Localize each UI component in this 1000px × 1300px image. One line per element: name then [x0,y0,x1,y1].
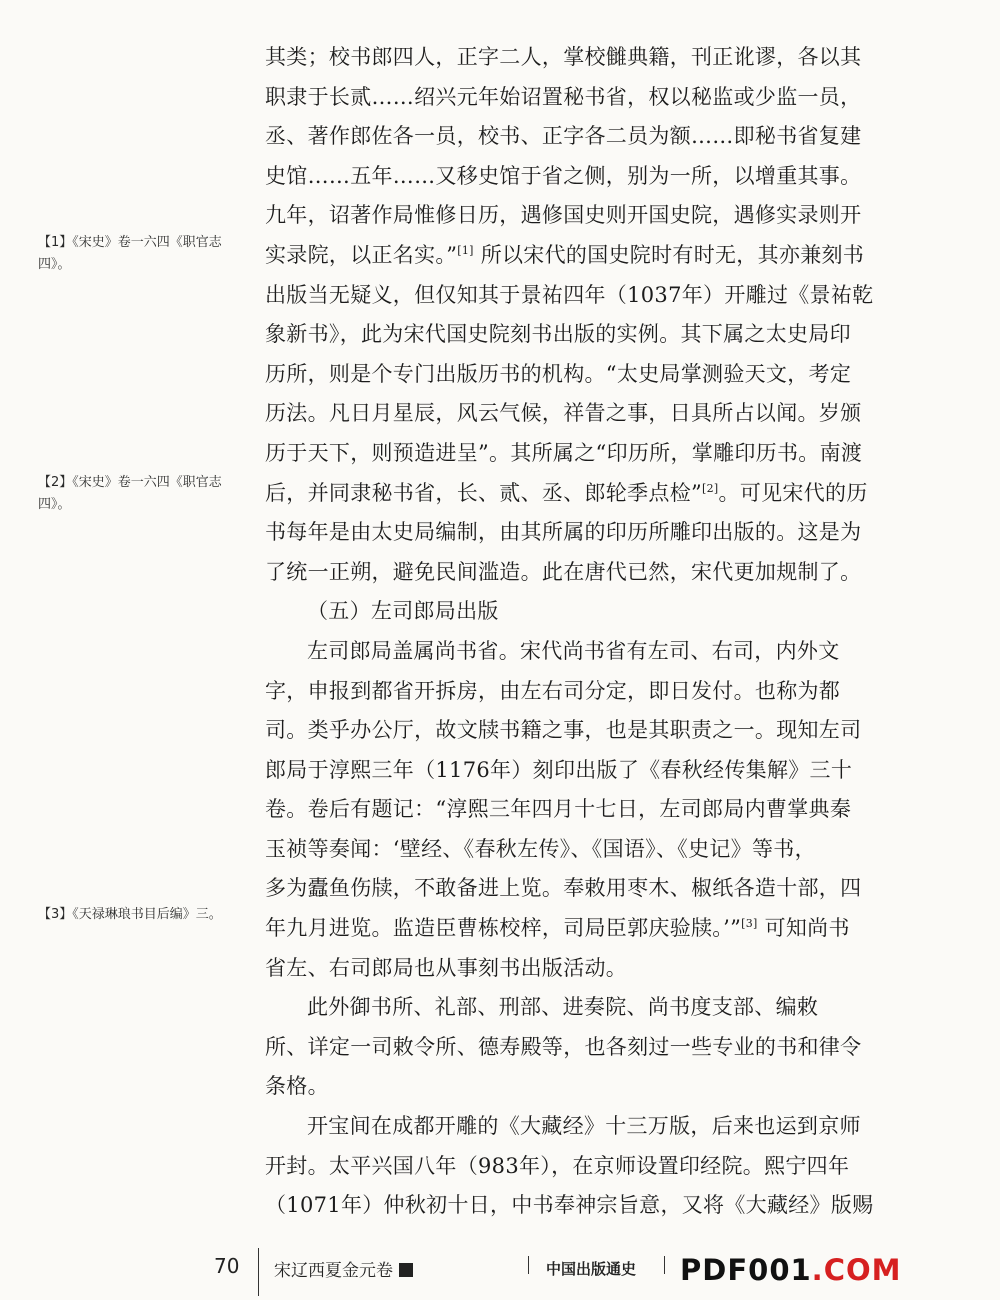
text-line: 左司郎局盖属尚书省。宋代尚书省有左司、右司，内外文 [307,638,840,663]
text-line: 象新书》，此为宋代国史院刻书出版的实例。其下属之太史局印 [265,322,851,347]
text-line: 省左、右司郎局也从事刻书出版活动。 [265,955,628,980]
footer-divider [664,1256,665,1274]
text-line: 丞、著作郎佐各一员，校书、正字各二员为额……即秘书省复建 [265,124,862,149]
text-line [265,474,930,514]
text-line: 书每年是由太史局编制，由其所属的印历所雕印出版的。这是为 [265,520,862,545]
watermark-domain: .COM [811,1253,902,1287]
text-line: 字，申报到都省开拆房，由左右司分定，即日发付。也称为都 [265,678,841,703]
heading-text: （五）左司郎局出版 [307,599,499,624]
text-line: 历法。凡日月星辰，风云气候，祥眚之事，日具所占以闻。岁颁 [265,401,862,426]
text-fragment: 年九月进览。监造臣曹栋校梓，司局臣郭庆验牍。’” [265,916,742,941]
text-fragment: 可知尚书 [757,916,850,941]
footnote-2: 【2】《宋史》卷一六四《职官志四》。 [38,475,222,512]
footnote-ref-1: [1] [457,243,474,257]
footnote-ref-2: [2] [702,481,719,495]
volume-title [274,1256,413,1281]
text-line: 历于天下，则预造进呈”。其所属之“印历所，掌雕印历书。南渡 [265,440,863,465]
footnote-ref-3: [3] [741,917,758,931]
text-line: 郎局于淳熙三年（1176年）刻印出版了《春秋经传集解》三十 [265,757,853,782]
text-line: 多为蠹鱼伤牍，不敢备进上览。奉敕用枣木、椒纸各造十部，四 [265,876,862,901]
text-line: 职隶于长贰……绍兴元年始诏置秘书省，权以秘监或少监一员， [265,84,862,109]
section-heading [265,592,930,632]
text-line: 玉祯等奏闻：‘壁经、《春秋左传》、《国语》、《史记》等书， [265,836,816,861]
page-number: 70 [214,1254,240,1278]
paragraph-2 [265,632,930,988]
text-line: 卷。卷后有题记：“淳熙三年四月十七日，左司郎局内曹掌典秦 [265,797,852,822]
main-text [265,38,930,1226]
text-line: 史馆……五年……又移史馆于省之侧，别为一所，以增重其事。 [265,163,862,188]
text-line: 历所，则是个专门出版历书的机构。“太史局掌测验天文，考定 [265,361,852,386]
footnote-3: 【3】《天禄琳琅书目后编》三。 [38,907,222,922]
series-title: 中国出版通史 [546,1260,637,1278]
text-line: （1071年）仲秋初十日，中书奉神宗旨意，又将《大藏经》版赐 [265,1193,874,1218]
text-line: 开宝间在成都开雕的《大藏经》十三万版，后来也运到京师 [307,1114,861,1139]
text-fragment: 。可见宋代的历 [718,480,868,505]
text-fragment: 所以宋代的国史院时有时无，其亦兼刻书 [473,242,865,267]
text-line: 所、详定一司敕令所、德寿殿等，也各刻过一些专业的书和律令 [265,1034,862,1059]
square-icon [399,1263,413,1277]
text-line [265,236,930,276]
text-line: 九年，诏著作局惟修日历，遇修国史则开国史院，遇修实录则开 [265,203,862,228]
watermark-logo [680,1253,901,1287]
text-line: 此外御书所、礼部、刑部、进奏院、尚书度支部、编敕 [307,995,819,1020]
paragraph-3 [265,988,930,1107]
footnote-1: 【1】《宋史》卷一六四《职官志四》。 [38,235,222,272]
text-line [265,909,930,949]
text-line: 其类；校书郎四人，正字二人，掌校雠典籍，刊正讹谬，各以其 [265,45,862,69]
footer-divider [258,1248,259,1296]
paragraph-1 [265,38,930,592]
text-line: 了统一正朔，避免民间滥造。此在唐代已然，宋代更加规制了。 [265,559,862,584]
text-line: 条格。 [265,1074,329,1099]
page-footer [0,1248,1000,1300]
text-fragment: 实录院，以正名实。” [265,242,458,267]
text-line: 司。类乎办公厅，故文牍书籍之事，也是其职责之一。现知左司 [265,718,862,743]
text-line: 出版当无疑义，但仅知其于景祐四年（1037年）开雕过《景祐乾 [265,282,874,307]
footer-divider [528,1256,529,1274]
text-line: 开封。太平兴国八年（983年），在京师设置印经院。熙宁四年 [265,1153,850,1178]
paragraph-4 [265,1107,930,1226]
watermark-text: PDF001 [680,1253,812,1287]
text-fragment: 后，并同隶秘书省，长、贰、丞、郎轮季点检” [265,480,703,505]
volume-title-text: 宋辽西夏金元卷 [274,1261,393,1281]
